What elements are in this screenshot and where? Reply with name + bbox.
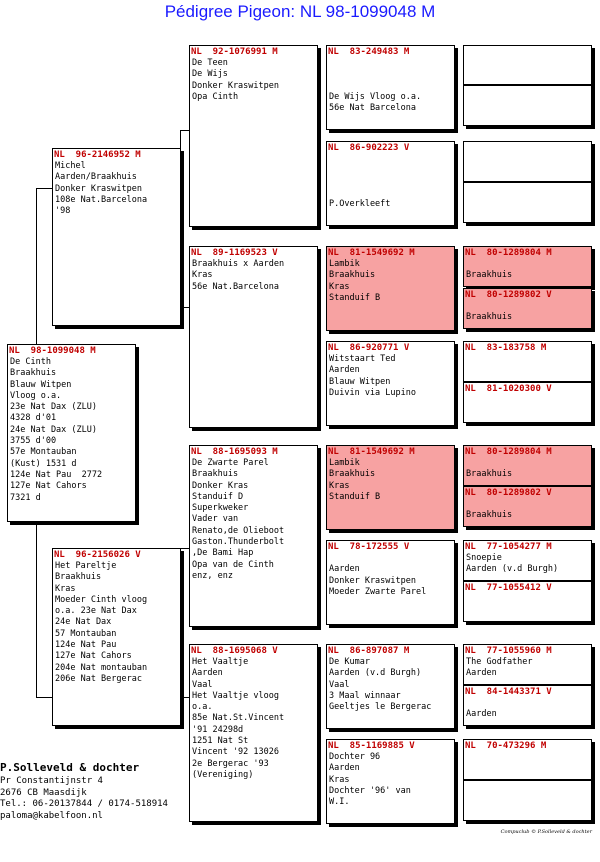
owner-address: Pr Constantijnstr 4 (0, 776, 103, 786)
ring-number: NL 86-920771 V (328, 343, 410, 353)
pigeon-box-father[interactable] (52, 148, 181, 326)
ring-number: NL 80-1289802 V (465, 488, 552, 498)
pigeon-box-mother[interactable] (52, 548, 181, 726)
pigeon-info: Dochter 96 Aarden Kras Dochter '96' van W.I. (329, 752, 411, 808)
ring-number: NL 88-1695093 M (191, 447, 278, 457)
pigeon-box-g4[interactable] (463, 445, 592, 486)
pigeon-box-g4[interactable] (463, 45, 592, 85)
pigeon-info: Aarden Donker Kraswitpen Moeder Zwarte Parel (329, 564, 427, 597)
pigeon-info: De Kumar Aarden (v.d Burgh) Vaal 3 Maal winnaar Geeltjes le Bergerac (329, 657, 432, 713)
connector (36, 188, 37, 348)
ring-number: NL 83-183758 M (465, 343, 547, 353)
ring-number: NL 89-1169523 V (191, 248, 278, 258)
owner-city: 2676 CB Maasdijk (0, 787, 87, 798)
ring-number: NL 98-1099048 M (9, 346, 96, 356)
ring-number: NL 81-1020300 V (465, 384, 552, 394)
pigeon-box-g4[interactable] (463, 141, 592, 182)
pigeon-box-ff[interactable] (189, 45, 318, 227)
ring-number (464, 142, 591, 143)
pigeon-info: Aarden (466, 709, 497, 720)
pigeon-info: Braakhuis (466, 510, 513, 521)
connector (36, 188, 52, 189)
pigeon-box-g4[interactable] (463, 246, 592, 287)
ring-number (464, 781, 591, 782)
ring-number (464, 46, 591, 47)
pigeon-info: De Cinth Braakhuis Blauw Witpen Vloog o.a. 23e Nat Dax (ZLU) 4328 d'01 24e Nat Dax (ZLU) 3755 d'00 57e Montauban (Kust) 1531 d 124e Nat Pau 2772 127e Nat Cahors 7321 d (10, 357, 103, 503)
pigeon-box-g3[interactable] (326, 341, 455, 426)
ring-number: NL 85-1169885 V (328, 741, 415, 751)
page-title: Pédigree Pigeon: NL 98-1099048 M (164, 2, 436, 21)
pigeon-box-g4[interactable] (463, 644, 592, 685)
ring-number: NL 80-1289804 M (465, 447, 552, 457)
owner-phone: Tel.: 06-20137844 / 0174-518914 (0, 799, 168, 809)
pigeon-box-g3[interactable] (326, 45, 455, 130)
ring-number: NL 81-1549692 M (328, 248, 415, 258)
ring-number: NL 83-249483 M (328, 47, 410, 57)
pigeon-box-g3[interactable] (326, 739, 455, 824)
owner-name: P.Solleveld & dochter (0, 761, 140, 774)
ring-number: NL 88-1695068 V (191, 646, 278, 656)
connector (36, 697, 52, 698)
ring-number: NL 78-172555 V (328, 542, 410, 552)
pigeon-box-mf[interactable] (189, 445, 318, 627)
pigeon-info: Michel Aarden/Braakhuis Donker Kraswitpen 108e Nat.Barcelona '98 (55, 161, 148, 217)
credit-text: Compuclub © P.Solleveld & dochter (500, 829, 592, 835)
ring-number: NL 70-473296 M (465, 741, 547, 751)
pigeon-box-g4[interactable] (463, 382, 592, 423)
pigeon-box-g3[interactable] (326, 141, 455, 226)
pigeon-info: Snoepie Aarden (v.d Burgh) (466, 553, 559, 575)
pigeon-box-g4[interactable] (463, 85, 592, 126)
ring-number: NL 92-1076991 M (191, 47, 278, 57)
pigeon-box-g3[interactable] (326, 246, 455, 331)
pigeon-box-g3[interactable] (326, 445, 455, 530)
pigeon-info: De Wijs Vloog o.a. 56e Nat Barcelona (329, 91, 422, 114)
owner-info (0, 760, 168, 822)
pigeon-box-g4[interactable] (463, 486, 592, 527)
pigeon-info: Braakhuis (466, 270, 513, 281)
pigeon-info: Het Pareltje Braakhuis Kras Moeder Cinth vloog o.a. 23e Nat Dax 24e Nat Dax 57 Montauban 124e Nat Pau 127e Nat Cahors 204e Nat montauban 206e Nat Bergerac (55, 561, 148, 684)
connector (36, 522, 37, 697)
pigeon-box-fm[interactable] (189, 246, 318, 428)
ring-number: NL 77-1055412 V (465, 583, 552, 593)
pigeon-box-mm[interactable] (189, 644, 318, 822)
pigeon-info: The Godfather Aarden (466, 657, 533, 679)
ring-number: NL 84-1443371 V (465, 687, 552, 697)
ring-number (464, 86, 591, 87)
owner-email[interactable]: paloma@kabelfoon.nl (0, 810, 103, 821)
pigeon-info: De Zwarte Parel Braakhuis Donker Kras Standuif D Superkweker Vader van Renato,de Olieboot Gaston.Thunderbolt ,De Bami Hap Opa van de Cinth enz, enz (192, 458, 285, 581)
pigeon-box-g3[interactable] (326, 540, 455, 625)
pigeon-info: Braakhuis (466, 469, 513, 480)
pigeon-info: Lambik Braakhuis Kras Standuif B (329, 458, 381, 502)
pigeon-box-g4[interactable] (463, 780, 592, 821)
pigeon-info: Witstaart Ted Aarden Blauw Witpen Duivin via Lupino (329, 354, 416, 398)
ring-number: NL 77-1055960 M (465, 646, 552, 656)
pigeon-info: P.Overkleeft (329, 199, 391, 210)
ring-number: NL 86-902223 V (328, 143, 410, 153)
pigeon-box-g4[interactable] (463, 341, 592, 382)
pigeon-box-g4[interactable] (463, 739, 592, 780)
pigeon-box-subject[interactable] (7, 344, 136, 522)
pigeon-box-g4[interactable] (463, 288, 592, 329)
ring-number: NL 77-1054277 M (465, 542, 552, 552)
pigeon-box-g4[interactable] (463, 581, 592, 622)
pigeon-box-g4[interactable] (463, 685, 592, 726)
pigeon-box-g4[interactable] (463, 182, 592, 223)
ring-number: NL 86-897087 M (328, 646, 410, 656)
pigeon-info: Braakhuis (466, 312, 513, 323)
ring-number: NL 96-2146952 M (54, 150, 141, 160)
ring-number (464, 183, 591, 184)
pigeon-info: Braakhuis x Aarden Kras 56e Nat.Barcelona (192, 259, 285, 292)
pigeon-info: Lambik Braakhuis Kras Standuif B (329, 259, 381, 303)
pigeon-box-g4[interactable] (463, 540, 592, 581)
ring-number: NL 96-2156026 V (54, 550, 141, 560)
ring-number: NL 80-1289802 V (465, 290, 552, 300)
pigeon-info: De Teen De Wijs Donker Kraswitpen Opa Cinth (192, 58, 279, 102)
pigeon-box-g3[interactable] (326, 644, 455, 729)
ring-number: NL 80-1289804 M (465, 248, 552, 258)
pigeon-info: Het Vaaltje Aarden Vaal Het Vaaltje vloog o.a. 85e Nat.St.Vincent '91 24298d 1251 Nat St Vincent '92 13026 2e Bergerac '93 (Vereniging) (192, 657, 285, 780)
ring-number: NL 81-1549692 M (328, 447, 415, 457)
